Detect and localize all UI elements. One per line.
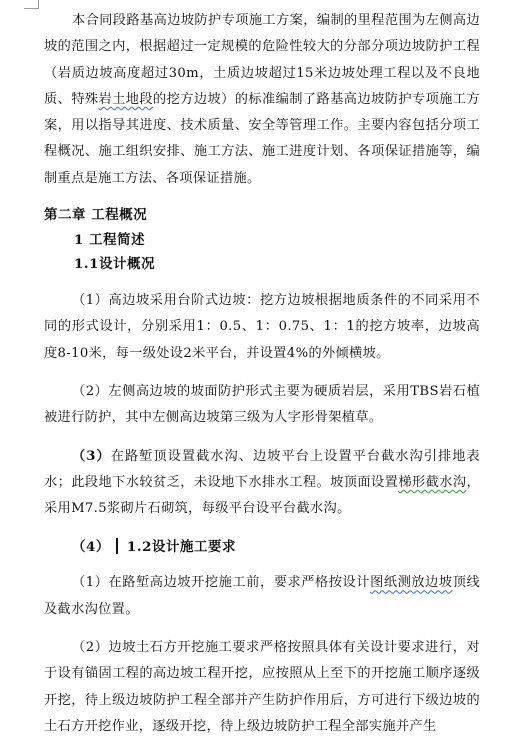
paragraph-slope-protection: （2）左侧高边坡的坡面防护形式主要为硬质岩层，采用TBS岩石植被进行防护，其中左侧高边坡第三级为人字形骨架植草。	[44, 383, 480, 426]
paragraph-survey-spellcheck: 图纸测放边坡	[370, 575, 453, 591]
document-body[interactable]	[44, 8, 480, 740]
chapter-heading: 第二章 工程概况	[44, 207, 148, 224]
paragraph-survey-part2: 顶线及截水沟位置。	[44, 575, 480, 617]
heading-construction-requirements-number: （4）	[72, 539, 110, 556]
paragraph-survey-part1: （1）在路堑高边坡开挖施工前，要求严格按设计	[72, 575, 371, 591]
heading-construction-requirements-title: 1.2设计施工要求	[126, 539, 236, 556]
paragraph-slope-design: （1）高边坡采用台阶式边坡：挖方边坡根据地质条件的不同采用不同的形式设计，分别采用1：0.5、1：0.75、1：1的挖方坡率，边坡高度8-10米，每一级处设2米平台，并设置4%的外倾横坡。	[44, 293, 480, 361]
paragraph-drainage	[44, 444, 480, 523]
heading-construction-requirements	[44, 534, 480, 560]
paragraph-drainage-number: （3）	[72, 448, 111, 464]
text-cursor	[116, 538, 118, 554]
page-corner-mark	[24, 0, 39, 9]
intro-paragraph	[44, 8, 480, 192]
intro-text-part1: 本合同段路基高边坡防护专项施工方案，编制的里程范围为左侧高边坡的范围之内，根据超过一定规模的危险性较大的分部分项边坡防护工程（岩质边坡高度超过30m，土质边坡超过15米边坡处理工程以及不良地质、特殊	[44, 13, 480, 107]
section-heading-1: 1 工程简述	[74, 232, 146, 249]
intro-text-spellcheck: 岩土地段	[98, 91, 154, 107]
paragraph-drainage-part2: ，采用M7.5浆砌片石砌筑，每级平台设平台截水沟。	[44, 474, 480, 517]
section-heading-1-1: 1.1设计概况	[74, 256, 156, 273]
paragraph-drainage-spellcheck: 梯形截水沟	[398, 474, 467, 490]
intro-text-part2: 的挖方边坡）的标准编制了路基高边坡防护专项施工方案，用以指导其进度、技术质量、安全等管理工作。主要内容包括分项工程概况、施工组织安排、施工方法、施工进度计划、各项保证措施等，编制重点是施工方法、各项保证措施。	[44, 91, 480, 186]
paragraph-survey-requirement	[44, 570, 480, 623]
paragraph-drainage-part1: 在路堑顶设置截水沟、边坡平台上设置平台截水沟引排地表水；此段地下水较贫乏，未设地下水排水工程。坡顶面设置	[44, 448, 480, 490]
paragraph-excavation-requirement: （2）边坡土石方开挖施工要求严格按照具体有关设计要求进行，对于设有锚固工程的高边坡工程开挖，应按照从上至下的开挖施工顺序逐级开挖，待上级边坡防护工程全部并产生防护作用后，方可进行下级边坡的土石方开挖作业，逐级开挖，待上级边坡防护工程全部实施并产生	[44, 640, 480, 734]
